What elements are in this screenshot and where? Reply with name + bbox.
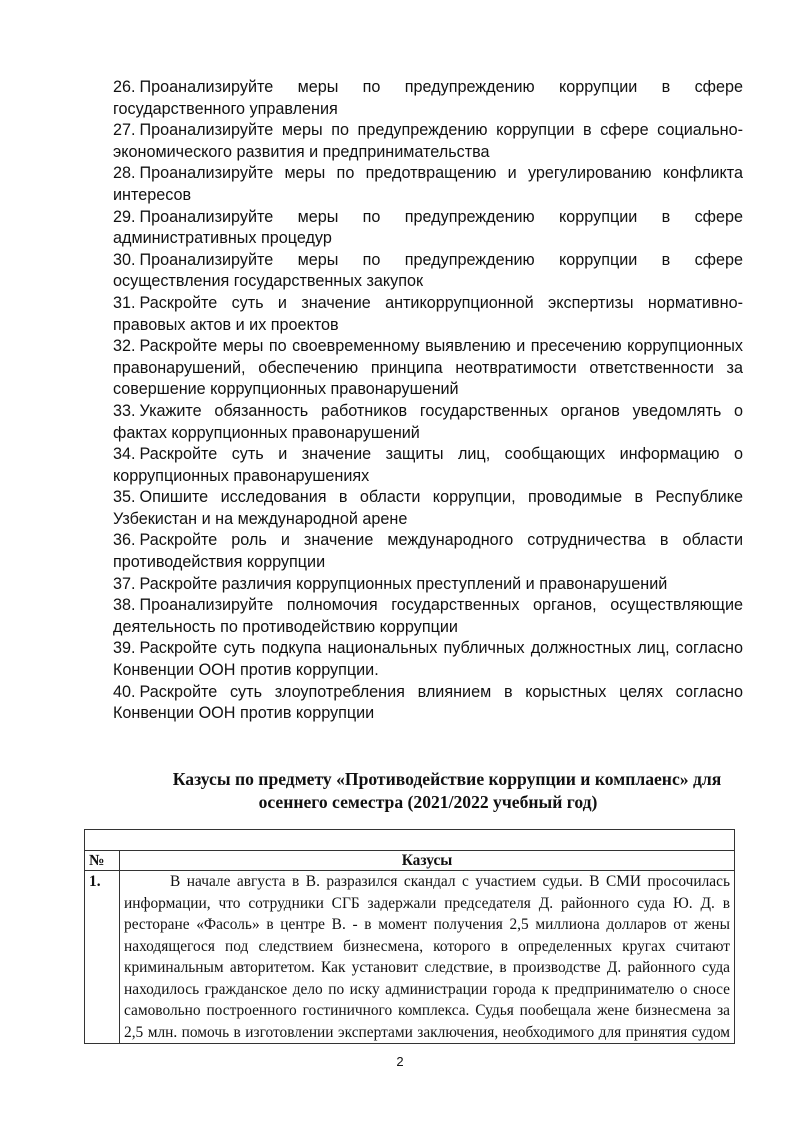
- page-number: 2: [396, 1054, 404, 1069]
- question-text: Раскройте суть и значение защиты лиц, сообщающих информацию о коррупционных правонарушениях: [113, 445, 743, 485]
- question-item: [113, 163, 743, 206]
- question-number: 30.: [113, 250, 136, 269]
- question-item: [113, 574, 743, 596]
- question-item: [113, 530, 743, 573]
- question-item: [113, 293, 743, 336]
- question-item: [113, 595, 743, 638]
- question-number: 37.: [113, 574, 136, 593]
- section-heading: [113, 768, 743, 814]
- question-number: 28.: [113, 164, 136, 183]
- question-text: Раскройте роль и значение международного сотрудничества в области противодействия коррупции: [113, 531, 743, 572]
- question-number: 32.: [113, 337, 136, 356]
- question-number: 35.: [113, 488, 136, 507]
- question-text: Раскройте суть подкупа национальных публичных должностных лиц, согласно Конвенции ООН против коррупции.: [113, 639, 743, 680]
- question-number: 39.: [113, 639, 136, 658]
- question-number: 29.: [113, 207, 136, 226]
- question-number: 31.: [113, 293, 136, 312]
- header-number: №: [85, 851, 120, 871]
- question-text: Укажите обязанность работников государственных органов уведомлять о фактах коррупционных правонарушений: [113, 401, 743, 442]
- question-number: 36.: [113, 531, 136, 550]
- question-item: [113, 250, 743, 293]
- question-item: [113, 207, 743, 250]
- question-text: Проанализируйте полномочия государственных органов, осуществляющие деятельность по противодействию коррупции: [113, 596, 743, 636]
- question-text: Раскройте меры по своевременному выявлению и пресечению коррупционных правонарушений, обеспечению принципа неотвратимости ответственности за совершение коррупционных правонарушений: [113, 337, 743, 399]
- question-item: [113, 120, 743, 163]
- question-number: 40.: [113, 682, 136, 701]
- table-row: [85, 871, 735, 1044]
- heading-line-2: осеннего семестра (2021/2022 учебный год): [258, 792, 598, 812]
- question-item: [113, 487, 743, 530]
- question-item: [113, 401, 743, 444]
- case-cell: [120, 871, 735, 1044]
- question-number: 26.: [113, 78, 136, 96]
- question-list: [113, 77, 743, 725]
- question-number: 33.: [113, 401, 136, 420]
- question-text: Проанализируйте меры по предотвращению и урегулированию конфликта интересов: [113, 164, 743, 204]
- question-item: [113, 336, 743, 401]
- question-text: Раскройте суть злоупотребления влиянием в корыстных целях согласно Конвенции ООН против коррупции: [113, 682, 743, 723]
- table-empty-row: [85, 830, 735, 851]
- cases-table: [84, 829, 735, 1044]
- question-item: [113, 638, 743, 681]
- question-item: [113, 682, 743, 725]
- heading-line-1: Казусы по предмету «Противодействие коррупции и комплаенс» для: [172, 769, 722, 789]
- question-number: 27.: [113, 121, 136, 140]
- question-text: Проанализируйте меры по предупреждению коррупции в сфере осуществления государственных закупок: [113, 250, 743, 291]
- question-item: [113, 77, 743, 120]
- header-cases: Казусы: [120, 851, 735, 871]
- question-number: 34.: [113, 445, 136, 464]
- question-number: 38.: [113, 596, 136, 615]
- case-number: 1.: [85, 871, 120, 1044]
- case-text: В начале августа в В. разразился скандал с участием судьи. В СМИ просочилась информации, что сотрудники СГБ задержали председателя Д. районного суда Ю. Д. в ресторане «Фасоль» в центре В. - в момент получения 2,5 миллиона долларов от жены находящегося под следствием бизнесмена, которого в определенных кругах считают криминальным авторитетом. Как установит следствие, в производстве Д. районного суда находилось гражданское дело по иску администрации города к предпринимателю о сносе самовольно построенного гостиничного комплекса. Судья пообещала жене бизнесмена за 2,5 млн. помочь в изготовлении экспертами заключения, необходимого для принятия судом: [124, 873, 730, 1041]
- question-text: Проанализируйте меры по предупреждению коррупции в сфере административных процедур: [113, 207, 743, 248]
- question-text: Проанализируйте меры по предупреждению коррупции в сфере социально-экономического развития и предпринимательства: [113, 121, 743, 161]
- question-item: [113, 444, 743, 487]
- question-text: Раскройте различия коррупционных преступлений и правонарушений: [139, 574, 668, 593]
- question-text: Проанализируйте меры по предупреждению коррупции в сфере государственного управления: [113, 78, 743, 118]
- table-header-row: [85, 851, 735, 871]
- question-text: Раскройте суть и значение антикоррупционной экспертизы нормативно-правовых актов и их проектов: [113, 293, 743, 334]
- empty-cell: [85, 830, 735, 851]
- question-text: Опишите исследования в области коррупции, проводимые в Республике Узбекистан и на международной арене: [113, 488, 743, 528]
